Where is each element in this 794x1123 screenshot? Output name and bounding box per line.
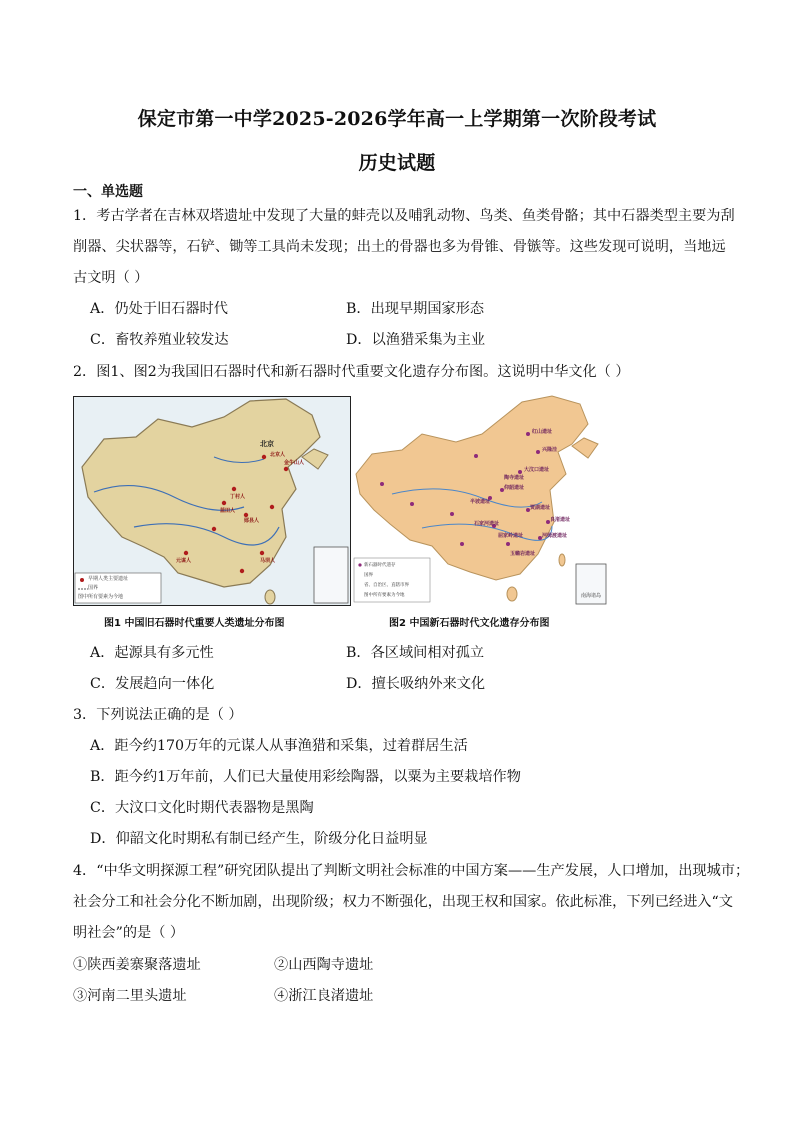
map1-label-dingcun: 丁村人 [230,494,246,500]
q1-option-d[interactable]: D．以渔猎采集为主业 [346,332,486,348]
map1-legend-sites: 早期人类主要遗址 [88,576,129,582]
q1-line-3: 古文明（ ） [73,270,149,286]
q2-line-1: 2．图1、图2为我国旧石器时代和新石器时代重要文化遗存分布图。这说明中华文化（ ） [73,364,630,380]
q1-option-c[interactable]: C．畜牧养殖业较发达 [90,332,229,348]
map1-label-lantian: 蓝田人 [220,508,236,514]
map1-label-jinniushan: 金牛山人 [284,460,305,466]
q3-line-1: 3．下列说法正确的是（ ） [73,707,243,723]
map2-inset-label: 南海诸岛 [581,593,602,599]
exam-subtitle: 历史试题 [358,152,436,174]
map2-legend-sites: 新石器时代遗存 [364,563,396,568]
q2-option-c[interactable]: C．发展趋向一体化 [90,676,215,692]
q4-line-1: 4．“中华文明探源工程”研究团队提出了判断文明社会标准的中国方案——生产发展，人口增加，出现城市； [73,863,750,879]
map2-label-qujialing: 屈家岭遗址 [498,533,524,539]
q3-option-a[interactable]: A．距今约170万年的元谋人从事渔猎和采集，过着群居生活 [90,738,468,754]
q1-line-1: 1．考古学者在吉林双塔遗址中发现了大量的蚌壳以及哺乳动物、鸟类、鱼类骨骼；其中石器类型主要为刮 [73,208,735,224]
q3-option-b[interactable]: B．距今约1万年前，人们已大量使用彩绘陶器，以粟为主要栽培作物 [90,769,521,785]
map2-legend-border: 国界 [364,573,373,578]
map1-caption: 图1 中国旧石器时代重要人类遗址分布图 [104,618,285,629]
map2-label-xinglongwa: 兴隆洼 [542,447,558,453]
q4-item-4[interactable]: ④浙江良渚遗址 [274,988,374,1004]
map1-legend-note: 图中所有要素为今地 [78,594,124,600]
map2-label-taosi: 陶寺遗址 [504,475,525,481]
map1-label-maba: 马坝人 [260,558,276,564]
map2-label-yuchanyan: 玉蟾岩遗址 [510,551,536,557]
q2-option-b[interactable]: B．各区域间相对孤立 [346,645,485,661]
q2-option-a[interactable]: A．起源具有多元性 [90,645,214,661]
q4-line-2: 社会分工和社会分化不断加剧，出现阶级；权力不断强化，出现王权和国家。依此标准，下列已经进入“文 [73,894,733,910]
map2-label-yangshao: 仰韶遗址 [504,485,525,491]
map2-label-liangzhu: 良渚遗址 [550,517,571,523]
q2-option-d[interactable]: D．擅长吸纳外来文化 [346,676,486,692]
map2-label-hongshan: 红山遗址 [532,429,553,435]
map2-label-hemudu: 河姆渡遗址 [542,533,568,539]
q3-option-c[interactable]: C．大汶口文化时期代表器物是黑陶 [90,800,314,816]
map1-label-yunxian: 郧县人 [244,518,260,524]
q1-option-b[interactable]: B．出现早期国家形态 [346,301,485,317]
map2-legend-note: 图中所有要素为今地 [364,593,405,598]
map2-legend-province: 省、自治区、直辖市界 [364,583,409,588]
map2-label-dawenkou: 大汶口遗址 [524,467,550,473]
paleolithic-map [73,396,351,606]
q4-item-1[interactable]: ①陕西姜寨聚落遗址 [73,957,201,973]
neolithic-map [352,394,608,606]
paleolithic-site-markers [74,397,350,605]
map1-label-yuanmou: 元谋人 [176,558,192,564]
q4-item-2[interactable]: ②山西陶寺遗址 [274,957,374,973]
q3-option-d[interactable]: D．仰韶文化时期私有制已经产生，阶级分化日益明显 [90,831,428,847]
q4-item-3[interactable]: ③河南二里头遗址 [73,988,187,1004]
map1-label-beijing: 北京 [260,440,274,448]
map2-label-shijiahe: 石家河遗址 [474,521,500,527]
map1-legend-border: 国界 [88,585,99,591]
map2-label-banpo: 半坡遗址 [470,499,491,505]
exam-title: 保定市第一中学2025-2026学年高一上学期第一次阶段考试 [137,108,657,130]
map1-label-beijingren: 北京人 [270,452,286,458]
q4-line-3: 明社会”的是（ ） [73,925,185,941]
section-heading: 一、单选题 [73,184,143,200]
map2-label-jiahu: 贾湖遗址 [530,505,551,511]
map2-caption: 图2 中国新石器时代文化遗存分布图 [389,618,550,629]
q1-option-a[interactable]: A．仍处于旧石器时代 [90,301,228,317]
q1-line-2: 削器、尖状器等，石铲、锄等工具尚未发现；出土的骨器也多为骨锥、骨镞等。这些发现可说明，当地远 [73,239,726,255]
